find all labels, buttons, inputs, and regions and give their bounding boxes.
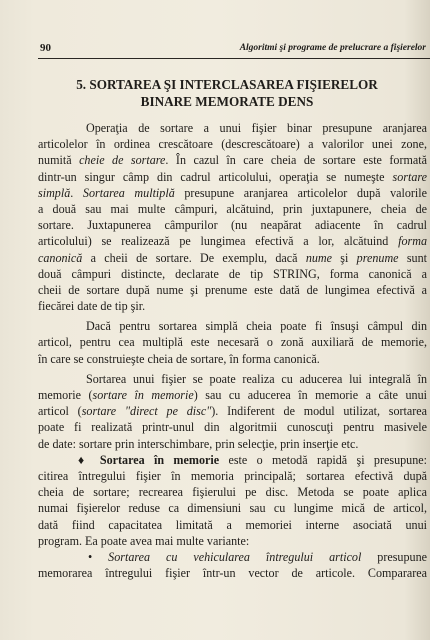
text-line: canonică a cheii de sortare. De exemplu, dacă nume şi prenume sunt — [38, 250, 427, 265]
term-multiple-sort: Sortarea multiplă — [82, 185, 175, 200]
text-line: simplă. Sortarea multiplă presupune aranjarea articolelor după valorile — [38, 185, 427, 200]
text-line: ♦ Sortarea în memorie este o metodă rapidă şi presupune: — [78, 452, 427, 467]
paragraph-vehicle-sort — [38, 549, 427, 581]
text-line: cheia de sortare; recrearea fişierului pe disc. Metoda se poate aplica — [38, 485, 427, 500]
page-number: 90 — [40, 42, 51, 54]
section-title — [60, 76, 394, 110]
text-line: memorarea întregului fişier într-un vector de articole. Compararea — [38, 566, 427, 581]
text-line: a două sau mai multe câmpuri, alcătuind, prin juxtapunere, cheia de — [38, 201, 427, 216]
text-line: program. Ea poate avea mai multe variante: — [38, 533, 250, 548]
text-line: articolelor în ordinea crescătoare (descrescătoare) a valorilor unei zone, — [38, 137, 427, 152]
text-line: Operaţia de sortare a unui fişier binar presupune aranjarea — [86, 121, 427, 135]
text-line: articolului) se realizează pe lungimea efectivă a lor, alcătuind forma — [38, 234, 427, 249]
text-line: numită cheie de sortare. În cazul în care cheia de sortare este formată — [38, 153, 427, 168]
text-line: articol, pentru cea multiplă este necesară o zonă auxiliară de memorie, — [38, 335, 427, 350]
text-line: de date: sortare prin interschimbare, prin selecţie, prin inserţie etc. — [38, 436, 359, 451]
section-title-line-2: BINARE MEMORATE DENS — [140, 94, 314, 109]
term-disk-sort: sortare "direct pe disc" — [81, 404, 212, 419]
text-line: citirea întregului fişier în memoria principală; sortarea efectivă după — [38, 468, 427, 483]
running-header — [38, 42, 430, 59]
text-line: în care se construieşte cheia de sortare, în forma canonică. — [38, 351, 320, 366]
term-memory-sort: sortare în memorie — [92, 388, 194, 402]
text-line: Dacă pentru sortarea simplă cheia poate fi însuşi câmpul din — [86, 319, 427, 334]
text-line: cheii de sortare după nume şi prenume este dată de lungimea efectivă a — [38, 282, 427, 297]
section-title-line-1: 5. SORTAREA ŞI INTERCLASAREA FIŞIERELOR — [76, 77, 378, 92]
term-simple-sort: simplă — [38, 185, 71, 200]
text-line: dată fiind capacitatea limitată a memoriei interne asociată unui — [38, 517, 427, 532]
paragraph-sort-methods — [38, 371, 427, 452]
text-line: Sortarea unui fişier se poate realiza cu aducerea lui integrală în — [86, 371, 427, 386]
text-line: fiecărei date de tip şir. — [38, 299, 146, 314]
diamond-bullet-icon: ♦ — [78, 452, 91, 467]
text-line: poate fi realizată printr-unul din algoritmii cunoscuţi pentru masivele — [38, 420, 427, 435]
body-text — [38, 120, 427, 581]
text-line: două câmpuri distincte, declarate de tip STRING, forma canonică a — [38, 266, 427, 281]
term-canonical: canonică — [38, 250, 83, 265]
round-bullet-icon: • — [88, 549, 93, 564]
text-line: articol (sortare "direct pe disc"). Indiferent de modul utilizat, sortarea — [38, 404, 427, 419]
term-vehicle-sort: Sortarea cu vehicularea întregului articol — [108, 549, 362, 564]
running-title: Algoritmi şi programe de prelucrare a fişierelor — [239, 43, 426, 53]
text-line: dintr-un singur câmp din cadrul articolului, operaţia se numeşte sortare — [38, 169, 427, 184]
text-line: numai fişierelor reduse ca dimensiuni sau cu lungime mică de articol, — [38, 501, 427, 516]
text-line: memorie (sortare în memorie) sau cu aducerea în memorie a câte unui — [38, 388, 427, 402]
paragraph-simple-vs-multiple — [38, 318, 427, 367]
paragraph-sort-definition — [38, 120, 427, 314]
text-line: • Sortarea cu vehicularea întregului articol presupune — [88, 549, 427, 564]
term-memory-sort-heading: Sortarea în memorie — [99, 452, 220, 467]
paragraph-memory-sort — [38, 452, 427, 549]
text-line: sortare. Juxtapunerea câmpurilor (nu neapărat adiacente în cadrul — [38, 218, 427, 233]
term-sort-key: cheie de sortare — [79, 153, 166, 168]
